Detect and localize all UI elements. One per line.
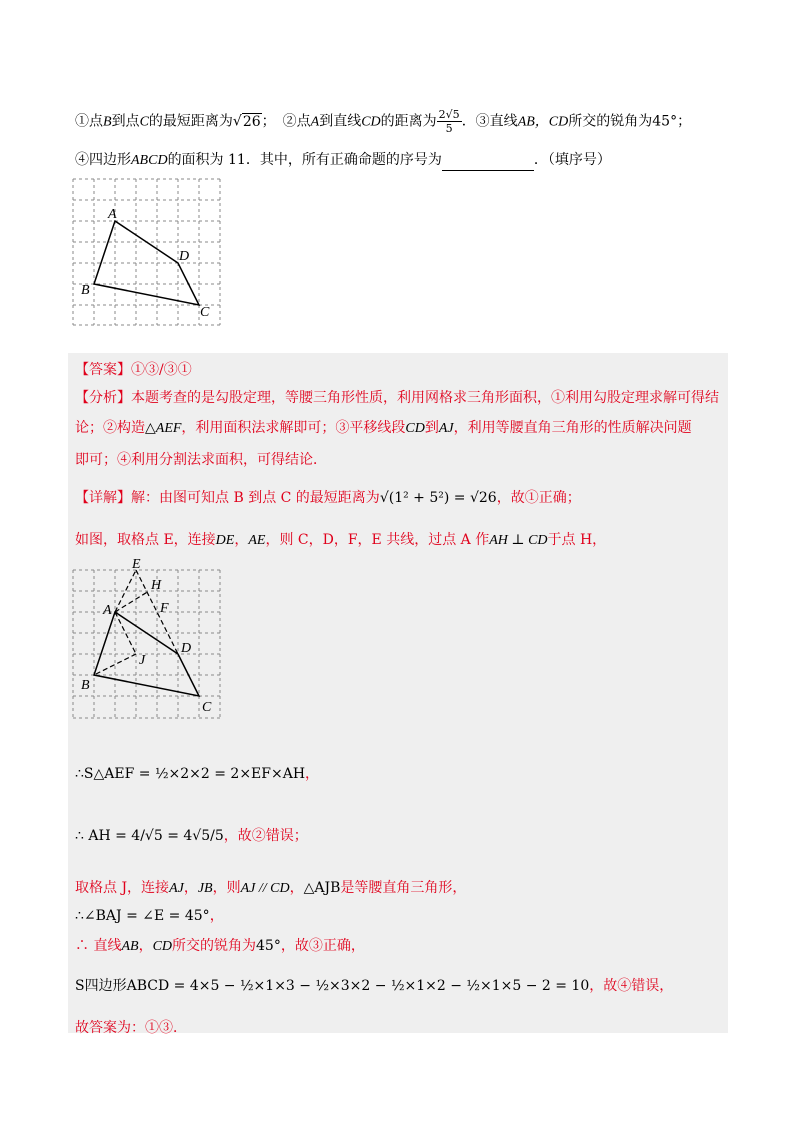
text: ①点: [75, 113, 103, 130]
text: 所交的锐角为: [172, 938, 257, 954]
text: 于点 H，: [547, 532, 607, 548]
math: AH ⊥ CD: [489, 533, 548, 548]
text: 到直线: [319, 113, 362, 130]
label-h: H: [151, 578, 162, 593]
text: ，利用面积法求解即可；③平移线段: [181, 420, 406, 436]
analysis-text: 【分析】本题考查的是勾股定理，等腰三角形性质，利用网格求三角形面积，①利用勾股定理求解可得结: [75, 390, 719, 406]
label-f: F: [160, 601, 169, 616]
math: AE: [248, 533, 266, 548]
equation-1: [75, 764, 319, 784]
label-j: J: [139, 653, 146, 668]
question-line-1: [75, 108, 691, 135]
answer-title: 【答案】①③/③①: [75, 362, 192, 378]
answer-blank: [442, 156, 534, 171]
equation-5: [75, 976, 673, 996]
math: △AEF: [145, 421, 182, 436]
sqrt-radicand: 26: [242, 113, 261, 130]
point-label: C: [139, 114, 149, 130]
angle-value: 45°: [652, 113, 678, 130]
math: AJ // CD: [240, 881, 290, 896]
detail-line-4: [75, 936, 365, 957]
text: ； ②点: [261, 113, 311, 130]
math: √(1² + 5²) = √26: [379, 490, 497, 506]
analysis-line-2: [75, 418, 692, 439]
label-d2: D: [181, 641, 192, 656]
text: ，: [183, 880, 198, 896]
analysis-line-3: 即可；④利用分割法求面积，可得结论．: [75, 452, 327, 468]
final-answer: 故答案为：①③．: [75, 1020, 187, 1036]
label-d: D: [179, 249, 190, 264]
text: 如图，取格点 E，连接: [75, 532, 216, 548]
math: AJ: [169, 881, 184, 896]
label-b: B: [81, 283, 90, 298]
detail-line-1: [75, 488, 581, 508]
fraction: [437, 108, 462, 135]
denominator: 5: [445, 122, 453, 135]
sqrt-expr: √26: [232, 113, 261, 130]
math: JB: [197, 881, 213, 896]
text: ，: [234, 532, 249, 548]
label-c: C: [200, 305, 210, 320]
text: 的面积为 11．其中，所有正确命题的序号为: [167, 152, 442, 168]
math: 45°: [256, 938, 281, 954]
text: 是等腰直角三角形，: [340, 880, 467, 896]
text: ，故③正确，: [280, 938, 365, 954]
math: CD: [152, 939, 173, 954]
point-label: B: [103, 114, 112, 130]
math: S四边形ABCD = 4×5 − ½×1×3 − ½×3×2 − ½×1×2 − ½×1×5 − 2 = 10: [75, 978, 590, 994]
text: ，: [305, 766, 320, 782]
math: △AJB: [303, 880, 341, 896]
equation-3: [75, 906, 224, 926]
figure-grid-abcd: [72, 178, 232, 328]
math: ∴S△AEF = ½×2×2 = 2×EF×AH: [75, 766, 306, 782]
math: CD: [405, 421, 425, 436]
text: ，: [289, 880, 304, 896]
text: ∴ 直线: [75, 938, 122, 954]
text: 所交的锐角为: [568, 113, 653, 130]
label-b2: B: [81, 678, 90, 693]
math: ∴∠BAJ = ∠E = 45°: [75, 908, 210, 924]
label-a2: A: [103, 603, 112, 618]
text: ，: [138, 938, 153, 954]
analysis-line-1: [75, 388, 719, 408]
math: AB: [121, 939, 139, 954]
text: ，则 C，D，F，E 共线，过点 A 作: [265, 532, 490, 548]
question-line-2: [75, 150, 611, 171]
text: ．③直线: [461, 113, 518, 130]
text: ④四边形: [75, 152, 131, 168]
quad-label: ABCD: [131, 153, 168, 168]
text: ，利用等腰直角三角形的性质解决问题: [453, 420, 692, 436]
text: ，故①正确；: [496, 490, 581, 506]
math: ∴ AH = 4/√5 = 4√5/5: [75, 828, 224, 844]
math: AJ: [438, 421, 454, 436]
text: ，故②错误；: [223, 828, 308, 844]
equation-2: [75, 826, 308, 846]
text: 论；②构造: [75, 420, 145, 436]
text: 的距离为: [380, 113, 437, 130]
text: 的最短距离为: [148, 113, 233, 130]
text: ，故④错误，: [589, 978, 674, 994]
figure-grid-construction: [72, 556, 232, 724]
detail-line-3: [75, 878, 466, 899]
text: ，则: [212, 880, 241, 896]
text: 到: [424, 420, 439, 436]
line-label: CD: [361, 114, 381, 130]
line-label: AB，CD: [517, 114, 569, 130]
text: 【详解】解：由图可知点 B 到点 C 的最短距离为: [75, 490, 380, 506]
label-c2: C: [202, 700, 212, 715]
label-a: A: [108, 207, 117, 222]
text: ；: [677, 113, 692, 130]
text: 到点: [111, 113, 140, 130]
text: ，: [209, 908, 224, 924]
point-label: A: [310, 114, 320, 130]
detail-line-2: [75, 530, 606, 551]
math: DE: [215, 533, 235, 548]
numerator: 2√5: [438, 108, 460, 121]
text: ．（填序号）: [533, 152, 611, 168]
label-e: E: [132, 557, 141, 572]
text: 取格点 J，连接: [75, 880, 170, 896]
